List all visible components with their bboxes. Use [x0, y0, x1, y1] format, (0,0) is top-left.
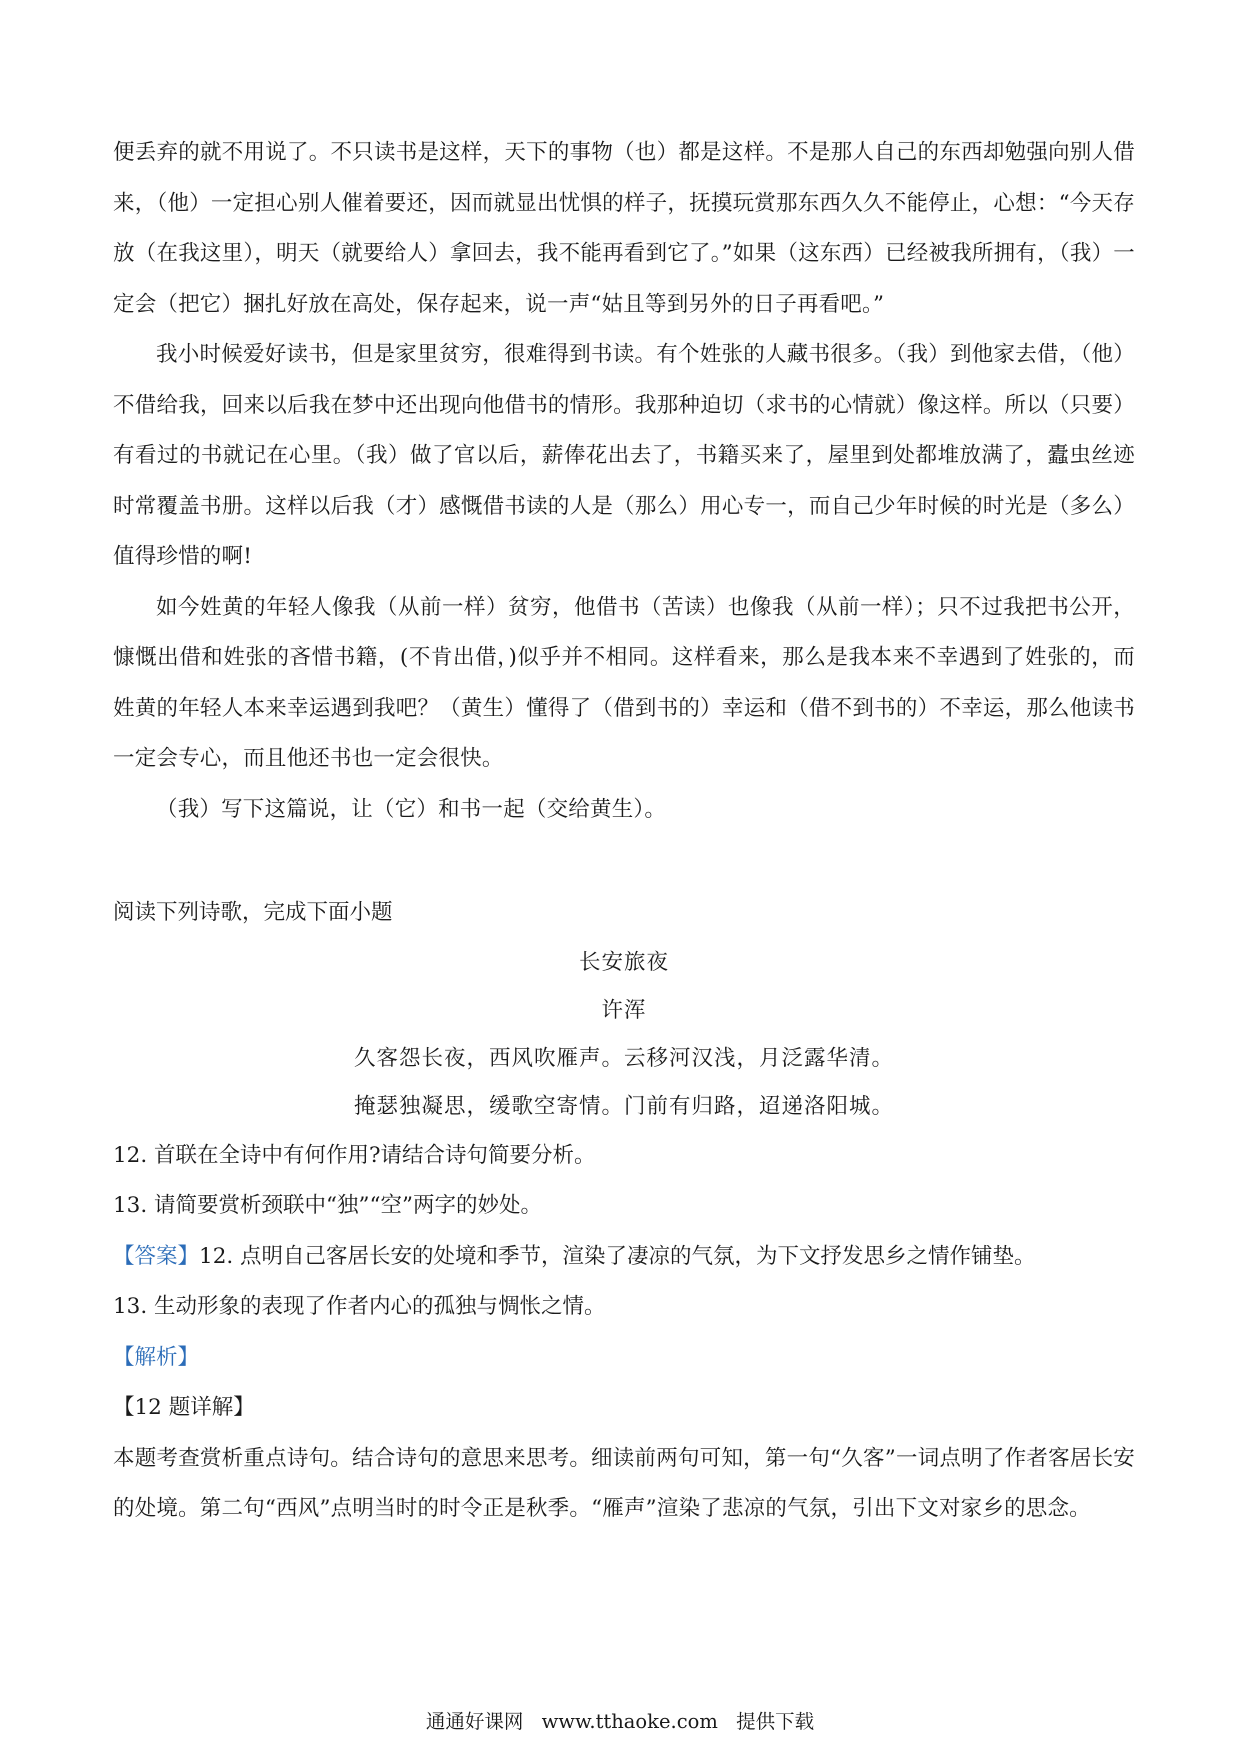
footer-url[interactable]: www.tthaoke.com	[541, 1710, 718, 1733]
answer-13: 13. 生动形象的表现了作者内心的孤独与惆怅之情。	[113, 1294, 606, 1319]
section-gap	[113, 835, 1135, 888]
translation-paragraph-1: 便丢弃的就不用说了。不只读书是这样，天下的事物（也）都是这样。不是那人自己的东西却勉强向别人借来，（他）一定担心别人催着要还，因而就显出忧惧的样子，抚摸玩赏那东西久久不能停止，心想：“今天存放（在我这里），明天（就要给人）拿回去，我不能再看到它了。”如果（这东西）已经被我所拥有，（我）一定会（把它）捆扎好放在高处，保存起来，说一声“姑且等到另外的日子再看吧。”	[113, 140, 1135, 317]
poem-author: 许浑	[601, 997, 647, 1023]
answer-tag: 【答案】	[113, 1243, 200, 1269]
poem-title: 长安旅夜	[578, 949, 669, 975]
detail-12-heading: 【12 题详解】	[113, 1395, 255, 1420]
footer-download: 提供下载	[736, 1710, 815, 1733]
analysis-tag: 【解析】	[113, 1344, 200, 1370]
footer-site-name: 通通好课网	[425, 1710, 524, 1733]
poem-line-1: 久客怨长夜，西风吹雁声。云移河汉浅，月泛露华清。	[353, 1045, 894, 1071]
question-12: 12. 首联在全诗中有何作用?请结合诗句简要分析。	[113, 1142, 596, 1168]
detail-12-paragraph: 本题考查赏析重点诗句。结合诗句的意思来思考。细读前两句可知，第一句“久客”一词点明了作者客居长安的处境。第二句“西风”点明当时的时令正是秋季。“雁声”渲染了悲凉的气氛，引出下文对家乡的思念。	[113, 1445, 1135, 1521]
reading-instruction: 阅读下列诗歌，完成下面小题	[113, 900, 393, 925]
page-content	[113, 128, 1135, 1535]
question-13: 13. 请简要赏析颈联中“独”“空”两字的妙处。	[113, 1193, 542, 1218]
page-footer	[0, 1706, 1240, 1734]
poem-line-2: 掩瑟独凝思，缓歌空寄情。门前有归路，迢递洛阳城。	[353, 1093, 894, 1119]
answer-12: 12. 点明自己客居长安的处境和季节，渲染了凄凉的气氛，为下文抒发思乡之情作铺垫。	[199, 1243, 1036, 1269]
translation-paragraph-3: 如今姓黄的年轻人像我（从前一样）贫穷，他借书（苦读）也像我（从前一样）；只不过我把书公开，慷慨出借和姓张的吝惜书籍，(不肯出借，)似乎并不相同。这样看来，那么是我本来不幸遇到了姓张的，而姓黄的年轻人本来幸运遇到我吧？（黄生）懂得了（借到书的）幸运和（借不到书的）不幸运，那么他读书一定会专心，而且他还书也一定会很快。	[113, 594, 1135, 771]
translation-paragraph-2: 我小时候爱好读书，但是家里贫穷，很难得到书读。有个姓张的人藏书很多。（我）到他家去借，（他）不借给我，回来以后我在梦中还出现向他借书的情形。我那种迫切（求书的心情就）像这样。所以（只要）有看过的书就记在心里。（我）做了官以后，薪俸花出去了，书籍买来了，屋里到处都堆放满了，蠹虫丝迹时常覆盖书册。这样以后我（才）感慨借书读的人是（那么）用心专一，而自己少年时候的时光是（多么）值得珍惜的啊!	[113, 342, 1135, 569]
translation-paragraph-4: （我）写下这篇说，让（它）和书一起（交给黄生）。	[156, 796, 667, 822]
analysis-tag-line	[113, 1333, 1135, 1384]
answer-12-line	[113, 1232, 1135, 1283]
